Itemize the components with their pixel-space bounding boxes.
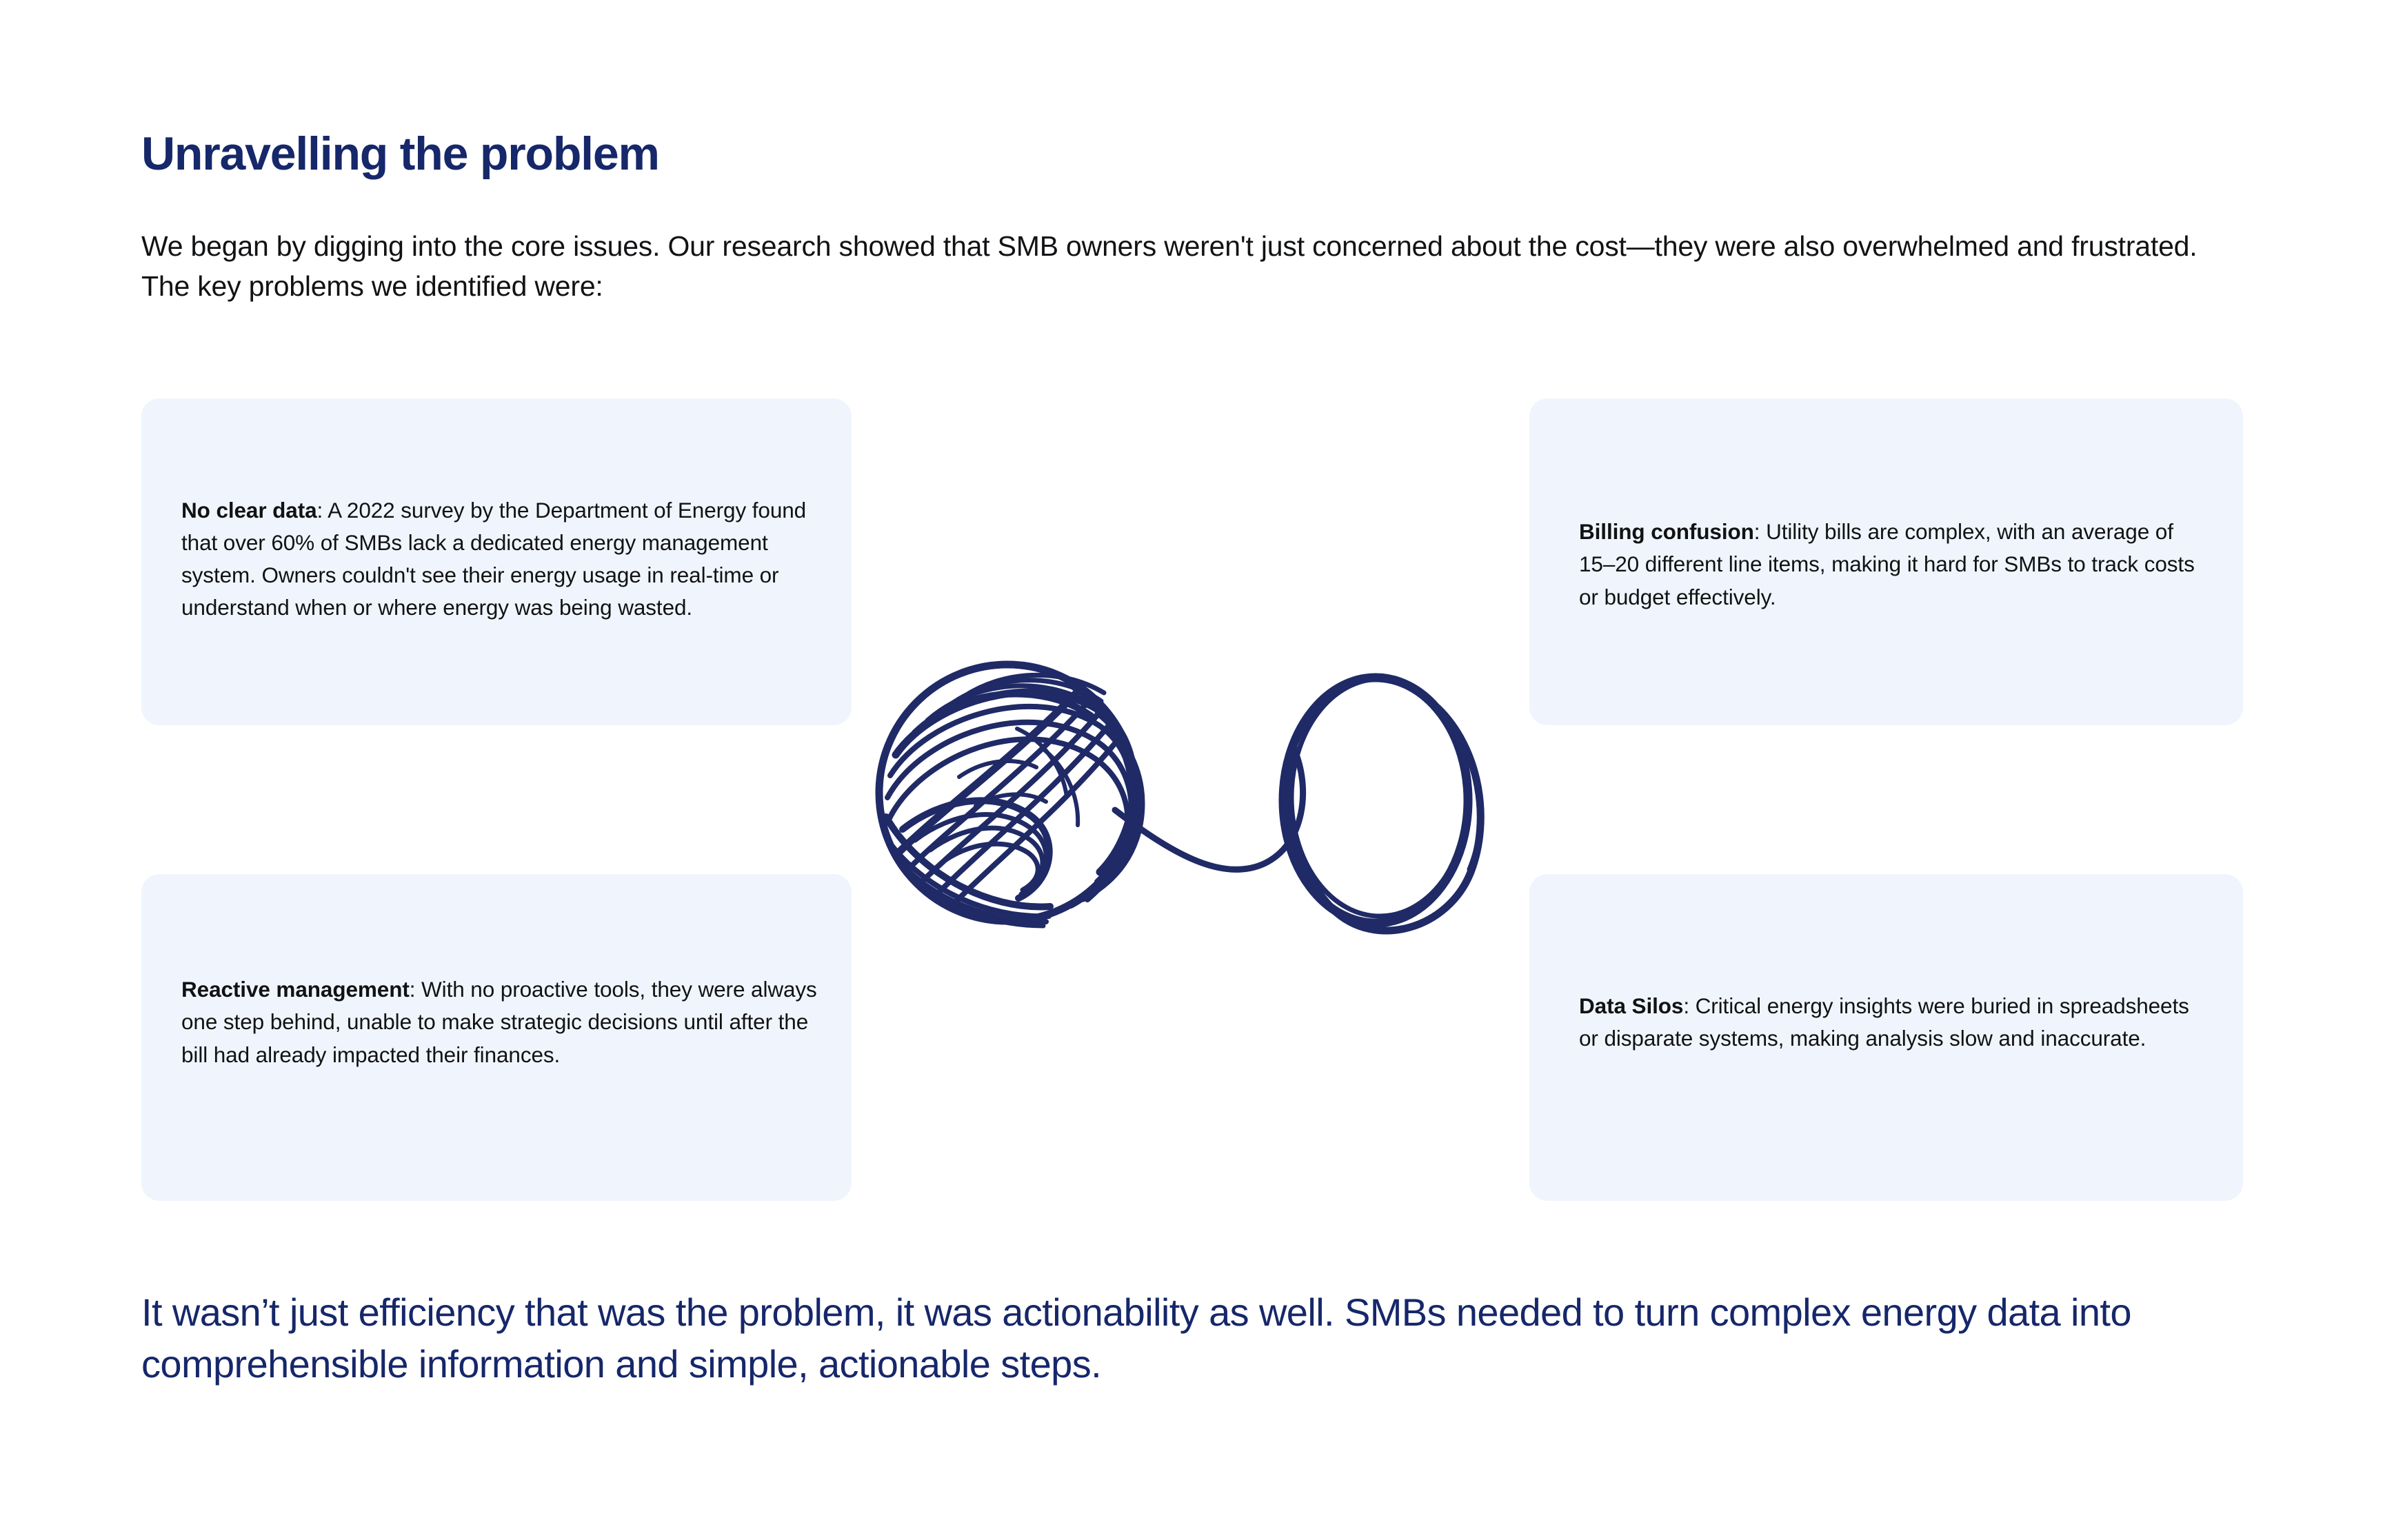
- card-lead: Billing confusion: [1579, 519, 1754, 545]
- conclusion-paragraph: It wasn’t just efficiency that was the problem, it was actionability as well. SMBs needed to turn complex energy data into comprehensible information and simple, actionable steps.: [141, 1290, 2131, 1386]
- card-body: : With no proactive tools, they were always one step behind, unable to make strategic decisions until after the bill had already impacted their finances.: [181, 977, 817, 1067]
- problem-card-billing-confusion: [1529, 398, 2243, 725]
- problem-card-reactive-management: [141, 874, 852, 1201]
- card-lead: No clear data: [181, 497, 317, 523]
- card-text: [141, 973, 852, 1071]
- problem-card-data-silos: [1529, 874, 2243, 1201]
- card-text: [141, 494, 852, 625]
- page-title: Unravelling the problem: [141, 128, 659, 180]
- yarn-ball-unravelling-icon: [872, 645, 1534, 941]
- card-body: : Utility bills are complex, with an average of 15–20 different line items, making it hard for SMBs to track costs or budget effectively.: [1579, 519, 2195, 609]
- card-text: [1529, 516, 2243, 614]
- intro-paragraph: We began by digging into the core issues. Our research showed that SMB owners weren't just concerned about the cost—they were also overwhelmed and frustrated. The key problems we identified were:: [141, 230, 2198, 303]
- problem-card-no-clear-data: [141, 398, 852, 725]
- card-body: : Critical energy insights were buried in spreadsheets or disparate systems, making analysis slow and inaccurate.: [1579, 993, 2189, 1051]
- card-text: [1529, 990, 2243, 1055]
- card-body: : A 2022 survey by the Department of Energy found that over 60% of SMBs lack a dedicated energy management system. Owners couldn't see their energy usage in real-time or understand when or where energy was being wasted.: [181, 497, 807, 620]
- card-lead: Reactive management: [181, 977, 410, 1002]
- card-lead: Data Silos: [1579, 993, 1684, 1018]
